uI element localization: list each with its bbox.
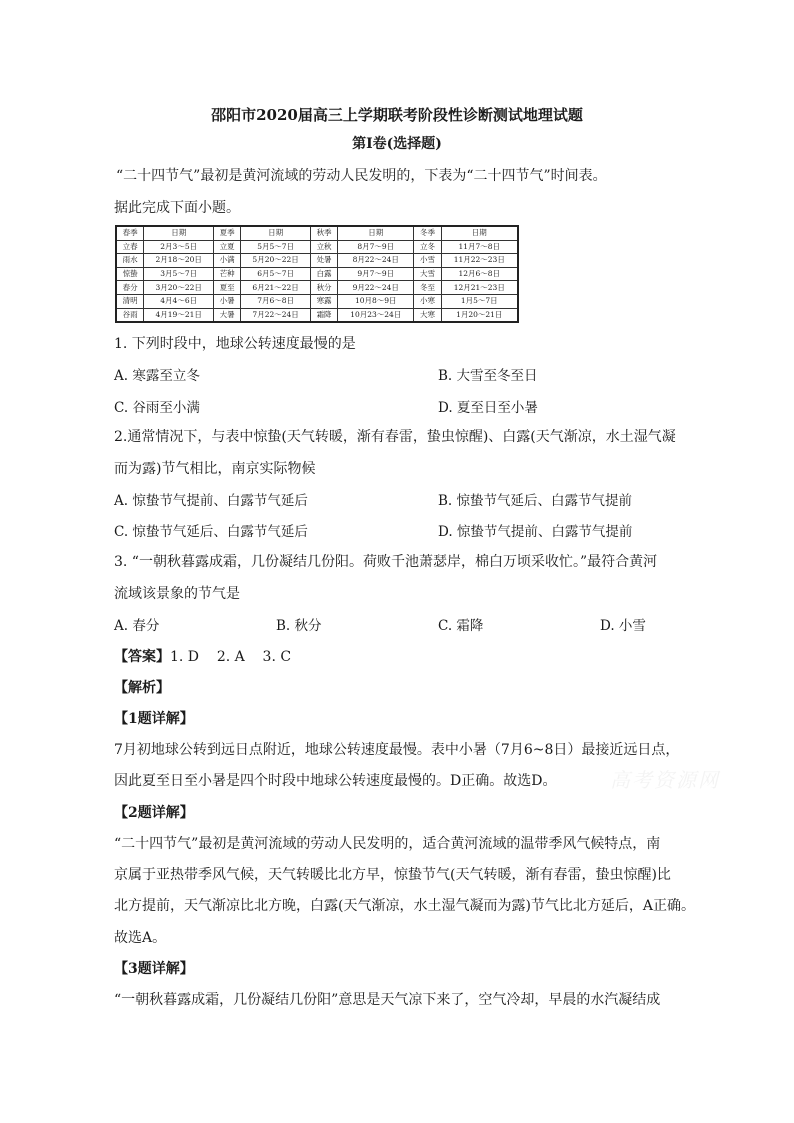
table-cell: 9月7～9日: [338, 267, 414, 281]
exam-title: 邵阳市2020届高三上学期联考阶段性诊断测试地理试题: [211, 106, 583, 124]
detail-2-line-1: “二十四节气”最初是黄河流域的劳动人民发明的，适合黄河流域的温带季风气候特点，南: [114, 836, 661, 852]
table-cell: 5月20～22日: [241, 254, 311, 268]
q3-option-b: B. 秋分: [276, 618, 322, 634]
table-row: [116, 294, 518, 308]
table-cell: 10月8～9日: [338, 294, 414, 308]
q1-option-d: D. 夏至日至小暑: [438, 400, 538, 416]
table-cell: 夏至: [214, 281, 241, 295]
question-3-stem-line-2: 流域该景象的节气是: [114, 586, 240, 602]
detail-3-label: 【3题详解】: [114, 961, 194, 977]
table-cell: 雨水: [116, 254, 144, 268]
answer-label: 【答案】: [114, 649, 170, 665]
table-row: [116, 308, 518, 322]
table-cell: 3月5～7日: [144, 267, 214, 281]
table-cell: 9月22～24日: [338, 281, 414, 295]
table-cell: 10月23～24日: [338, 308, 414, 322]
answer-text: 1. D 2. A 3. C: [170, 649, 292, 665]
detail-2-line-2: 京属于亚热带季风气候，天气转暖比北方早，惊蛰节气(天气转暖，渐有春雷，蛰虫惊醒)比: [114, 867, 671, 883]
table-header-cell: 日期: [441, 226, 518, 240]
table-cell: 4月19～21日: [144, 308, 214, 322]
table-cell: 惊蛰: [116, 267, 144, 281]
table-cell: 小暑: [214, 294, 241, 308]
table-cell: 白露: [310, 267, 337, 281]
table-cell: 4月4～6日: [144, 294, 214, 308]
q2-option-d: D. 惊蛰节气提前、白露节气提前: [438, 524, 633, 540]
q1-option-c: C. 谷雨至小满: [114, 400, 200, 416]
answer-line: [114, 646, 684, 666]
table-cell: 1月20～21日: [441, 308, 518, 322]
q1-option-b: B. 大雪至冬至日: [438, 368, 538, 384]
q3-option-a: A. 春分: [114, 618, 160, 634]
table-cell: 8月7～9日: [338, 240, 414, 254]
q2-option-c: C. 惊蛰节气延后、白露节气延后: [114, 524, 308, 540]
table-cell: 1月5～7日: [441, 294, 518, 308]
table-cell: 立夏: [214, 240, 241, 254]
table-cell: 6月5～7日: [241, 267, 311, 281]
table-header-cell: 冬季: [414, 226, 441, 240]
table-row: [116, 281, 518, 295]
table-header-cell: 夏季: [214, 226, 241, 240]
table-cell: 立冬: [414, 240, 441, 254]
detail-1-label: 【1题详解】: [114, 711, 194, 727]
detail-2-line-4: 故选A。: [114, 930, 167, 946]
detail-2-line-3: 北方提前，天气渐凉比北方晚，白露(天气渐凉，水土湿气凝而为露)节气比北方延后，A正确。: [114, 898, 696, 914]
table-cell: 大雪: [414, 267, 441, 281]
table-cell: 7月6～8日: [241, 294, 311, 308]
q3-option-d: D. 小雪: [600, 618, 646, 634]
table-cell: 11月7～8日: [441, 240, 518, 254]
q3-option-c: C. 霜降: [438, 618, 484, 634]
table-header-cell: 春季: [116, 226, 144, 240]
table-header-cell: 日期: [144, 226, 214, 240]
table-cell: 立秋: [310, 240, 337, 254]
table-cell: 11月22～23日: [441, 254, 518, 268]
question-3-stem-line-1: 3. “一朝秋暮露成霜，几份凝结几份阳。荷败千池萧瑟岸，棉白万顷采收忙。”最符合黄河: [114, 554, 658, 570]
table-cell: 2月3～5日: [144, 240, 214, 254]
table-cell: 3月20～22日: [144, 281, 214, 295]
table-cell: 小满: [214, 254, 241, 268]
table-cell: 小雪: [414, 254, 441, 268]
section-title: 第I卷(选择题): [352, 136, 442, 152]
detail-1-line-2: 因此夏至日至小暑是四个时段中地球公转速度最慢的。D正确。故选D。: [114, 773, 557, 789]
table-cell: 冬至: [414, 281, 441, 295]
table-cell: 5月5～7日: [241, 240, 311, 254]
table-cell: 大暑: [214, 308, 241, 322]
table-cell: 秋分: [310, 281, 337, 295]
table-cell: 寒露: [310, 294, 337, 308]
table-row: [116, 240, 518, 254]
table-cell: 立春: [116, 240, 144, 254]
table-header-row: [116, 226, 518, 240]
watermark: 高考资源网: [610, 768, 720, 792]
question-1-stem: 1. 下列时段中，地球公转速度最慢的是: [114, 336, 356, 352]
table-cell: 清明: [116, 294, 144, 308]
table-header-cell: 秋季: [310, 226, 337, 240]
table-header-cell: 日期: [241, 226, 311, 240]
detail-1-line-1: 7月初地球公转到远日点附近，地球公转速度最慢。表中小暑（7月6~8日）最接近远日点，: [114, 742, 680, 758]
table-cell: 霜降: [310, 308, 337, 322]
table-cell: 6月21～22日: [241, 281, 311, 295]
table-cell: 小寒: [414, 294, 441, 308]
q2-option-a: A. 惊蛰节气提前、白露节气延后: [114, 493, 308, 509]
analysis-label: 【解析】: [114, 680, 170, 696]
intro-line-2: 据此完成下面小题。: [114, 200, 240, 216]
table-cell: 12月21～23日: [441, 281, 518, 295]
q2-option-b: B. 惊蛰节气延后、白露节气提前: [438, 493, 633, 509]
detail-2-label: 【2题详解】: [114, 805, 194, 821]
solar-terms-table: [115, 225, 519, 323]
table-cell: 大寒: [414, 308, 441, 322]
intro-line-1: “二十四节气”最初是黄河流域的劳动人民发明的，下表为“二十四节气”时间表。: [116, 168, 607, 184]
table-cell: 谷雨: [116, 308, 144, 322]
table-cell: 芒种: [214, 267, 241, 281]
q1-option-a: A. 寒露至立冬: [114, 368, 200, 384]
table-cell: 7月22～24日: [241, 308, 311, 322]
table-row: [116, 254, 518, 268]
question-2-stem-line-1: 2.通常情况下，与表中惊蛰(天气转暖，渐有春雷，蛰虫惊醒)、白露(天气渐凉，水土湿气凝: [114, 429, 676, 445]
table-cell: 8月22～24日: [338, 254, 414, 268]
question-2-stem-line-2: 而为露)节气相比，南京实际物候: [114, 461, 316, 477]
table-header-cell: 日期: [338, 226, 414, 240]
table-row: [116, 267, 518, 281]
table-cell: 处暑: [310, 254, 337, 268]
table-cell: 12月6～8日: [441, 267, 518, 281]
table-cell: 春分: [116, 281, 144, 295]
detail-3-line-1: “一朝秋暮露成霜，几份凝结几份阳”意思是天气凉下来了，空气冷却，早晨的水汽凝结成: [114, 992, 661, 1008]
table-cell: 2月18～20日: [144, 254, 214, 268]
